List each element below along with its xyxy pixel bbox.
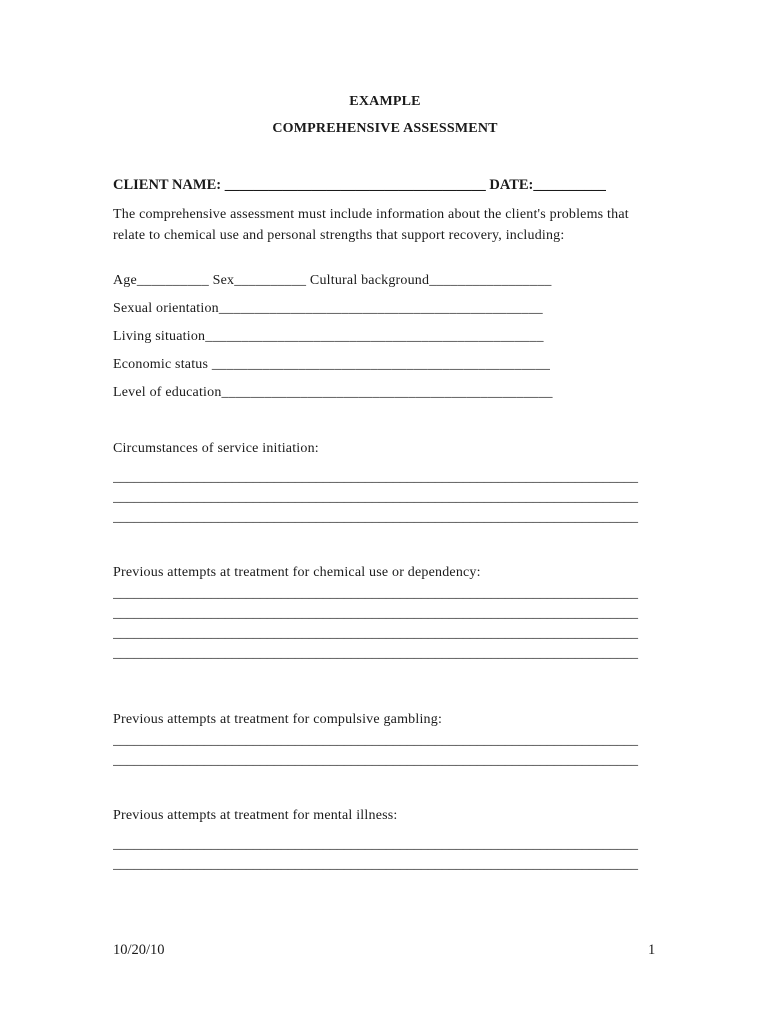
chemical-treatment-blank: ___________________________________________________________________________ — [113, 646, 638, 661]
sexual-orientation-field: Sexual orientation_____________________________________________ — [113, 301, 543, 316]
chemical-treatment-blank: ___________________________________________________________________________ — [113, 626, 638, 641]
document-subtitle: COMPREHENSIVE ASSESSMENT — [272, 121, 498, 136]
chemical-treatment-blank: ___________________________________________________________________________ — [113, 606, 638, 621]
chemical-treatment-blank: ___________________________________________________________________________ — [113, 586, 638, 601]
level-of-education-field: Level of education______________________________________________ — [113, 385, 553, 400]
mental-illness-treatment-blank: ___________________________________________________________________________ — [113, 837, 638, 852]
economic-status-field: Economic status _______________________________________________ — [113, 357, 551, 372]
service-initiation-blank: ___________________________________________________________________________ — [113, 470, 638, 485]
intro-paragraph: The comprehensive assessment must include information about the client's problems that relate to chemical use and personal strengths that support recovery, including: — [113, 207, 629, 243]
chemical-treatment-label: Previous attempts at treatment for chemical use or dependency: — [113, 565, 481, 580]
footer-page-number: 1 — [648, 942, 656, 958]
living-situation-field: Living situation_______________________________________________ — [113, 329, 544, 344]
mental-illness-treatment-blank: ___________________________________________________________________________ — [113, 857, 638, 872]
gambling-treatment-label: Previous attempts at treatment for compulsive gambling: — [113, 712, 443, 727]
gambling-treatment-blank: ___________________________________________________________________________ — [113, 753, 638, 768]
service-initiation-label: Circumstances of service initiation: — [113, 441, 319, 456]
service-initiation-blank: ___________________________________________________________________________ — [113, 510, 638, 525]
client-name-date-row: CLIENT NAME: ____________________________________ DATE:__________ — [113, 177, 606, 193]
age-sex-culture-field: Age__________ Sex__________ Cultural background_________________ — [113, 273, 552, 288]
footer-date: 10/20/10 — [113, 942, 165, 958]
service-initiation-blank: ___________________________________________________________________________ — [113, 490, 638, 505]
document-title: EXAMPLE — [349, 94, 421, 109]
gambling-treatment-blank: ___________________________________________________________________________ — [113, 733, 638, 748]
mental-illness-treatment-label: Previous attempts at treatment for mental illness: — [113, 808, 398, 823]
